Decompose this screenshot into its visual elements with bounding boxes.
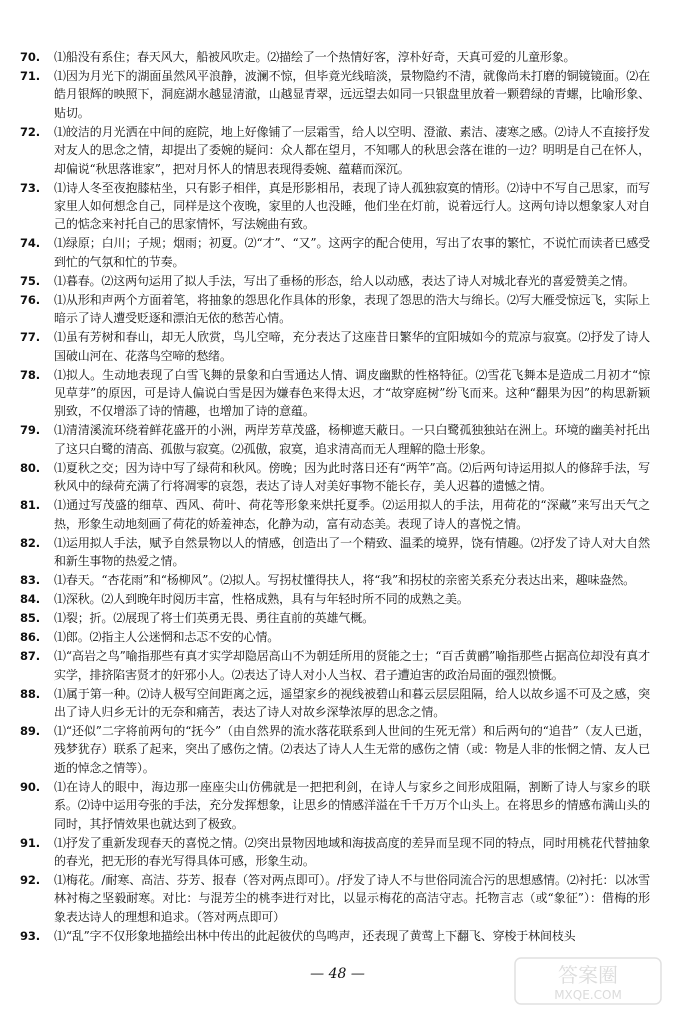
answer-text: ⑴“还似”二字将前两句的“抚今”（由自然界的流水落花联系到人世间的生死无常）和后两句的“追昔”（友人已逝，残梦犹存）联系了起来，突出了感伤之情。⑵表达了诗人人生无常的感伤之情（或：物是人非的怅惘之情、友人已逝的悼念之情等）。 xyxy=(54,723,650,775)
question-number: 73. xyxy=(20,180,40,195)
question-number: 85. xyxy=(20,611,40,626)
answer-text: ⑴“乱”字不仅形象地描绘出林中传出的此起彼伏的鸟鸣声，还表现了黄莺上下翻飞、穿梭于林间枝头 xyxy=(54,928,576,943)
answer-entry xyxy=(20,927,650,945)
answer-text: ⑴船没有系住；春天风大，船被风吹走。⑵描绘了一个热情好客，淳朴好奇，天真可爱的儿童形象。 xyxy=(54,50,576,64)
answer-text: ⑴因为月光下的湖面虽然风平浪静，波澜不惊，但毕竟光线暗淡，景物隐约不清，就像尚未打磨的铜镜镜面。⑵在皓月银辉的映照下，洞庭湖水越显清澈，山越显青翠，远远望去如同一只银盘里放着一颗碧绿的青螺，比喻形象、贴切。 xyxy=(54,69,650,120)
answer-text: ⑴虽有芳树和春山，却无人欣赏，鸟儿空啼，充分表达了这座昔日繁华的宜阳城如今的荒凉与寂寞。⑵抒发了诗人国破山河在、花落鸟空啼的愁绪。 xyxy=(54,330,650,363)
answer-text: ⑴拟人。生动地表现了白雪飞舞的景象和白雪通达人情、调皮幽默的性格特征。⑵雪花飞舞本是造成二月初才“惊见草芽”的原因，可是诗人偏说白雪是因为嫌春色来得太迟，才“故穿庭树”纷飞而来。这种“翻果为因”的构思新颖别致，不仅增添了诗的情趣，也增加了诗的意蕴。 xyxy=(54,367,650,419)
question-number: 90. xyxy=(20,779,40,794)
answer-entry xyxy=(20,234,650,271)
answer-text: ⑴暮春。⑵这两句运用了拟人手法，写出了垂杨的形态，给人以动感，表达了诗人对城北春光的喜爱赞美之情。 xyxy=(54,273,635,288)
question-number: 70. xyxy=(20,50,40,64)
answer-text: ⑴郎。⑵指主人公迷惘和忐忑不安的心情。 xyxy=(54,630,280,645)
answer-text: ⑴绿原；白川；子规；烟雨；初夏。⑵“才”、“又”。这两字的配合使用，写出了农事的繁忙，不说忙而读者已感受到忙的气氛和忙的节奏。 xyxy=(54,236,650,269)
question-number: 78. xyxy=(20,367,40,382)
watermark-title: 答案圈 xyxy=(558,963,618,987)
question-number: 91. xyxy=(20,835,40,850)
answer-entry xyxy=(20,590,650,608)
answer-text: ⑴清清溪流环绕着鲜花盛开的小洲，两岸芳草茂盛，杨柳遮天蔽日。一只白鹭孤独独站在洲上。环境的幽美衬托出了这只白鹭的清高、孤傲与寂寞。⑵孤傲，寂寞，追求清高而无人理解的隐士形象。 xyxy=(54,423,650,456)
answer-text: ⑴抒发了重新发现春天的喜悦之情。⑵突出景物因地域和海拔高度的差异而呈现不同的特点，同时用桃花代替抽象的春光，把无形的春光写得具体可感，形象生动。 xyxy=(54,835,650,868)
watermark-logo xyxy=(513,956,663,1006)
answer-entry xyxy=(20,366,650,421)
question-number: 71. xyxy=(20,69,40,83)
question-number: 92. xyxy=(20,872,40,887)
question-number: 77. xyxy=(20,330,40,345)
answer-entry xyxy=(20,67,650,122)
answer-entry xyxy=(20,534,650,571)
answer-entry xyxy=(20,834,650,871)
answer-text: ⑴深秋。⑵人到晚年时阅历丰富，性格成熟，具有与年轻时所不同的成熟之美。 xyxy=(54,592,469,607)
question-number: 88. xyxy=(20,686,40,701)
answer-entry xyxy=(20,48,650,66)
question-number: 81. xyxy=(20,498,40,513)
answer-entry xyxy=(20,123,650,178)
answer-text: ⑴属于第一种。⑵诗人极写空间距离之远，遥望家乡的视线被碧山和暮云层层阻隔，给人以故乡遥不可及之感，突出了诗人归乡无计的无奈和痛苦，表达了诗人对故乡深挚浓厚的思念之情。 xyxy=(54,686,650,719)
question-number: 82. xyxy=(20,535,40,550)
page-number: — 48 — xyxy=(310,966,365,982)
answer-text: ⑴从形和声两个方面着笔，将抽象的怨思化作具体的形象，表现了怨思的浩大与绵长。⑵写大雁受惊远飞，实际上暗示了诗人遭受贬逐和漂泊无依的愁苦心情。 xyxy=(54,292,650,326)
answer-entry xyxy=(20,291,650,328)
answer-entry xyxy=(20,179,650,234)
answer-entry xyxy=(20,571,650,589)
question-number: 84. xyxy=(20,592,40,607)
answer-entry xyxy=(20,609,650,627)
answer-text: ⑴在诗人的眼中，海边那一座座尖山仿佛就是一把把利剑，在诗人与家乡之间形成阻隔，割断了诗人与家乡的联系。⑵诗中运用夸张的手法，充分发挥想象，让思乡的情感洋溢在千千万万个山头上。在将思乡的情感布满山头的同时，其抒情效果也就达到了极致。 xyxy=(54,779,650,831)
answer-entry xyxy=(20,685,650,722)
answer-text: ⑴皎洁的月光洒在中间的庭院，地上好像铺了一层霜雪，给人以空明、澄澈、素洁、凄寒之感。⑵诗人不直接抒发对友人的思念之情，却提出了委婉的疑问：众人都在望月，不知哪人的秋思会落在谁的一边？明明是自己在怀人，却偏说“秋思落谁家”，把对月怀人的情思表现得委婉、蕴藉而深沉。 xyxy=(54,124,650,176)
question-number: 87. xyxy=(20,649,40,664)
question-number: 83. xyxy=(20,573,40,588)
answer-text: ⑴裂；折。⑵展现了将士们英勇无畏、勇往直前的英雄气概。 xyxy=(54,611,374,626)
question-number: 86. xyxy=(20,630,40,645)
answer-entry xyxy=(20,647,650,684)
answer-list xyxy=(20,48,650,946)
question-number: 79. xyxy=(20,423,40,438)
answer-entry xyxy=(20,628,650,646)
answer-text: ⑴“高岩之鸟”喻指那些有真才实学却隐居高山不为朝廷所用的贤能之士；“百舌黄鹂”喻指那些占据高位却没有真才实学，排挤陷害贤才的奸邪小人。⑵表达了诗人对小人当权、君子遭迫害的政治局面的强烈愤慨。 xyxy=(54,649,650,682)
question-number: 80. xyxy=(20,460,40,475)
answer-entry xyxy=(20,421,650,458)
answer-entry xyxy=(20,778,650,833)
answer-text: ⑴夏秋之交；因为诗中写了绿荷和秋风。傍晚；因为此时落日还有“两竿”高。⑵后两句诗运用拟人的修辞手法，写秋风中的绿荷充满了行将凋零的哀怨，表达了诗人对美好事物不能长存，美人迟暮的遗憾之情。 xyxy=(54,460,650,494)
answer-entry xyxy=(20,459,650,496)
answer-entry xyxy=(20,328,650,365)
answer-text: ⑴运用拟人手法，赋予自然景物以人的情感，创造出了一个精致、温柔的境界，饶有情趣。⑵抒发了诗人对大自然和新生事物的热爱之情。 xyxy=(54,535,650,569)
answer-text: ⑴梅花。/耐寒、高洁、芬芳、报春（答对两点即可）。/抒发了诗人不与世俗同流合污的思想感情。⑵衬托：以冰雪林衬梅之坚毅耐寒。对比：与混芳尘的桃李进行对比，以显示梅花的高洁守志。托物言志（或“象征”）：借梅的形象表达诗人的理想和追求。（答对两点即可） xyxy=(54,872,650,924)
answer-text: ⑴诗人冬至夜抱膝枯坐，只有影子相伴，真是形影相吊，表现了诗人孤独寂寞的情形。⑵诗中不写自己思家，而写家里人如何想念自己，同样是这个夜晚，家里的人也没睡，他们坐在灯前，说着远行人。这两句诗以想象家人对自己的惦念来衬托自己的思家情怀，写法婉曲有致。 xyxy=(54,180,650,232)
answer-entry xyxy=(20,871,650,926)
question-number: 76. xyxy=(20,292,40,307)
question-number: 75. xyxy=(20,273,40,288)
question-number: 89. xyxy=(20,723,40,738)
answer-text: ⑴春天。“杏花雨”和“杨柳风”。⑵拟人。写拐杖懂得扶人，将“我”和拐杖的亲密关系充分表达出来，趣味盎然。 xyxy=(54,573,636,588)
question-number: 74. xyxy=(20,236,40,251)
answer-entry xyxy=(20,722,650,777)
answer-entry xyxy=(20,496,650,533)
answer-entry xyxy=(20,272,650,290)
answer-text: ⑴通过写茂盛的细草、西风、荷叶、荷花等形象来烘托夏季。⑵运用拟人的手法，用荷花的“深藏”来写出天气之热，形象生动地刻画了荷花的娇羞神态，化静为动，富有动态美。表现了诗人的喜悦之情。 xyxy=(54,498,650,531)
question-number: 93. xyxy=(20,928,40,943)
watermark-url: MXQE.COM xyxy=(554,988,622,1002)
question-number: 72. xyxy=(20,124,40,139)
